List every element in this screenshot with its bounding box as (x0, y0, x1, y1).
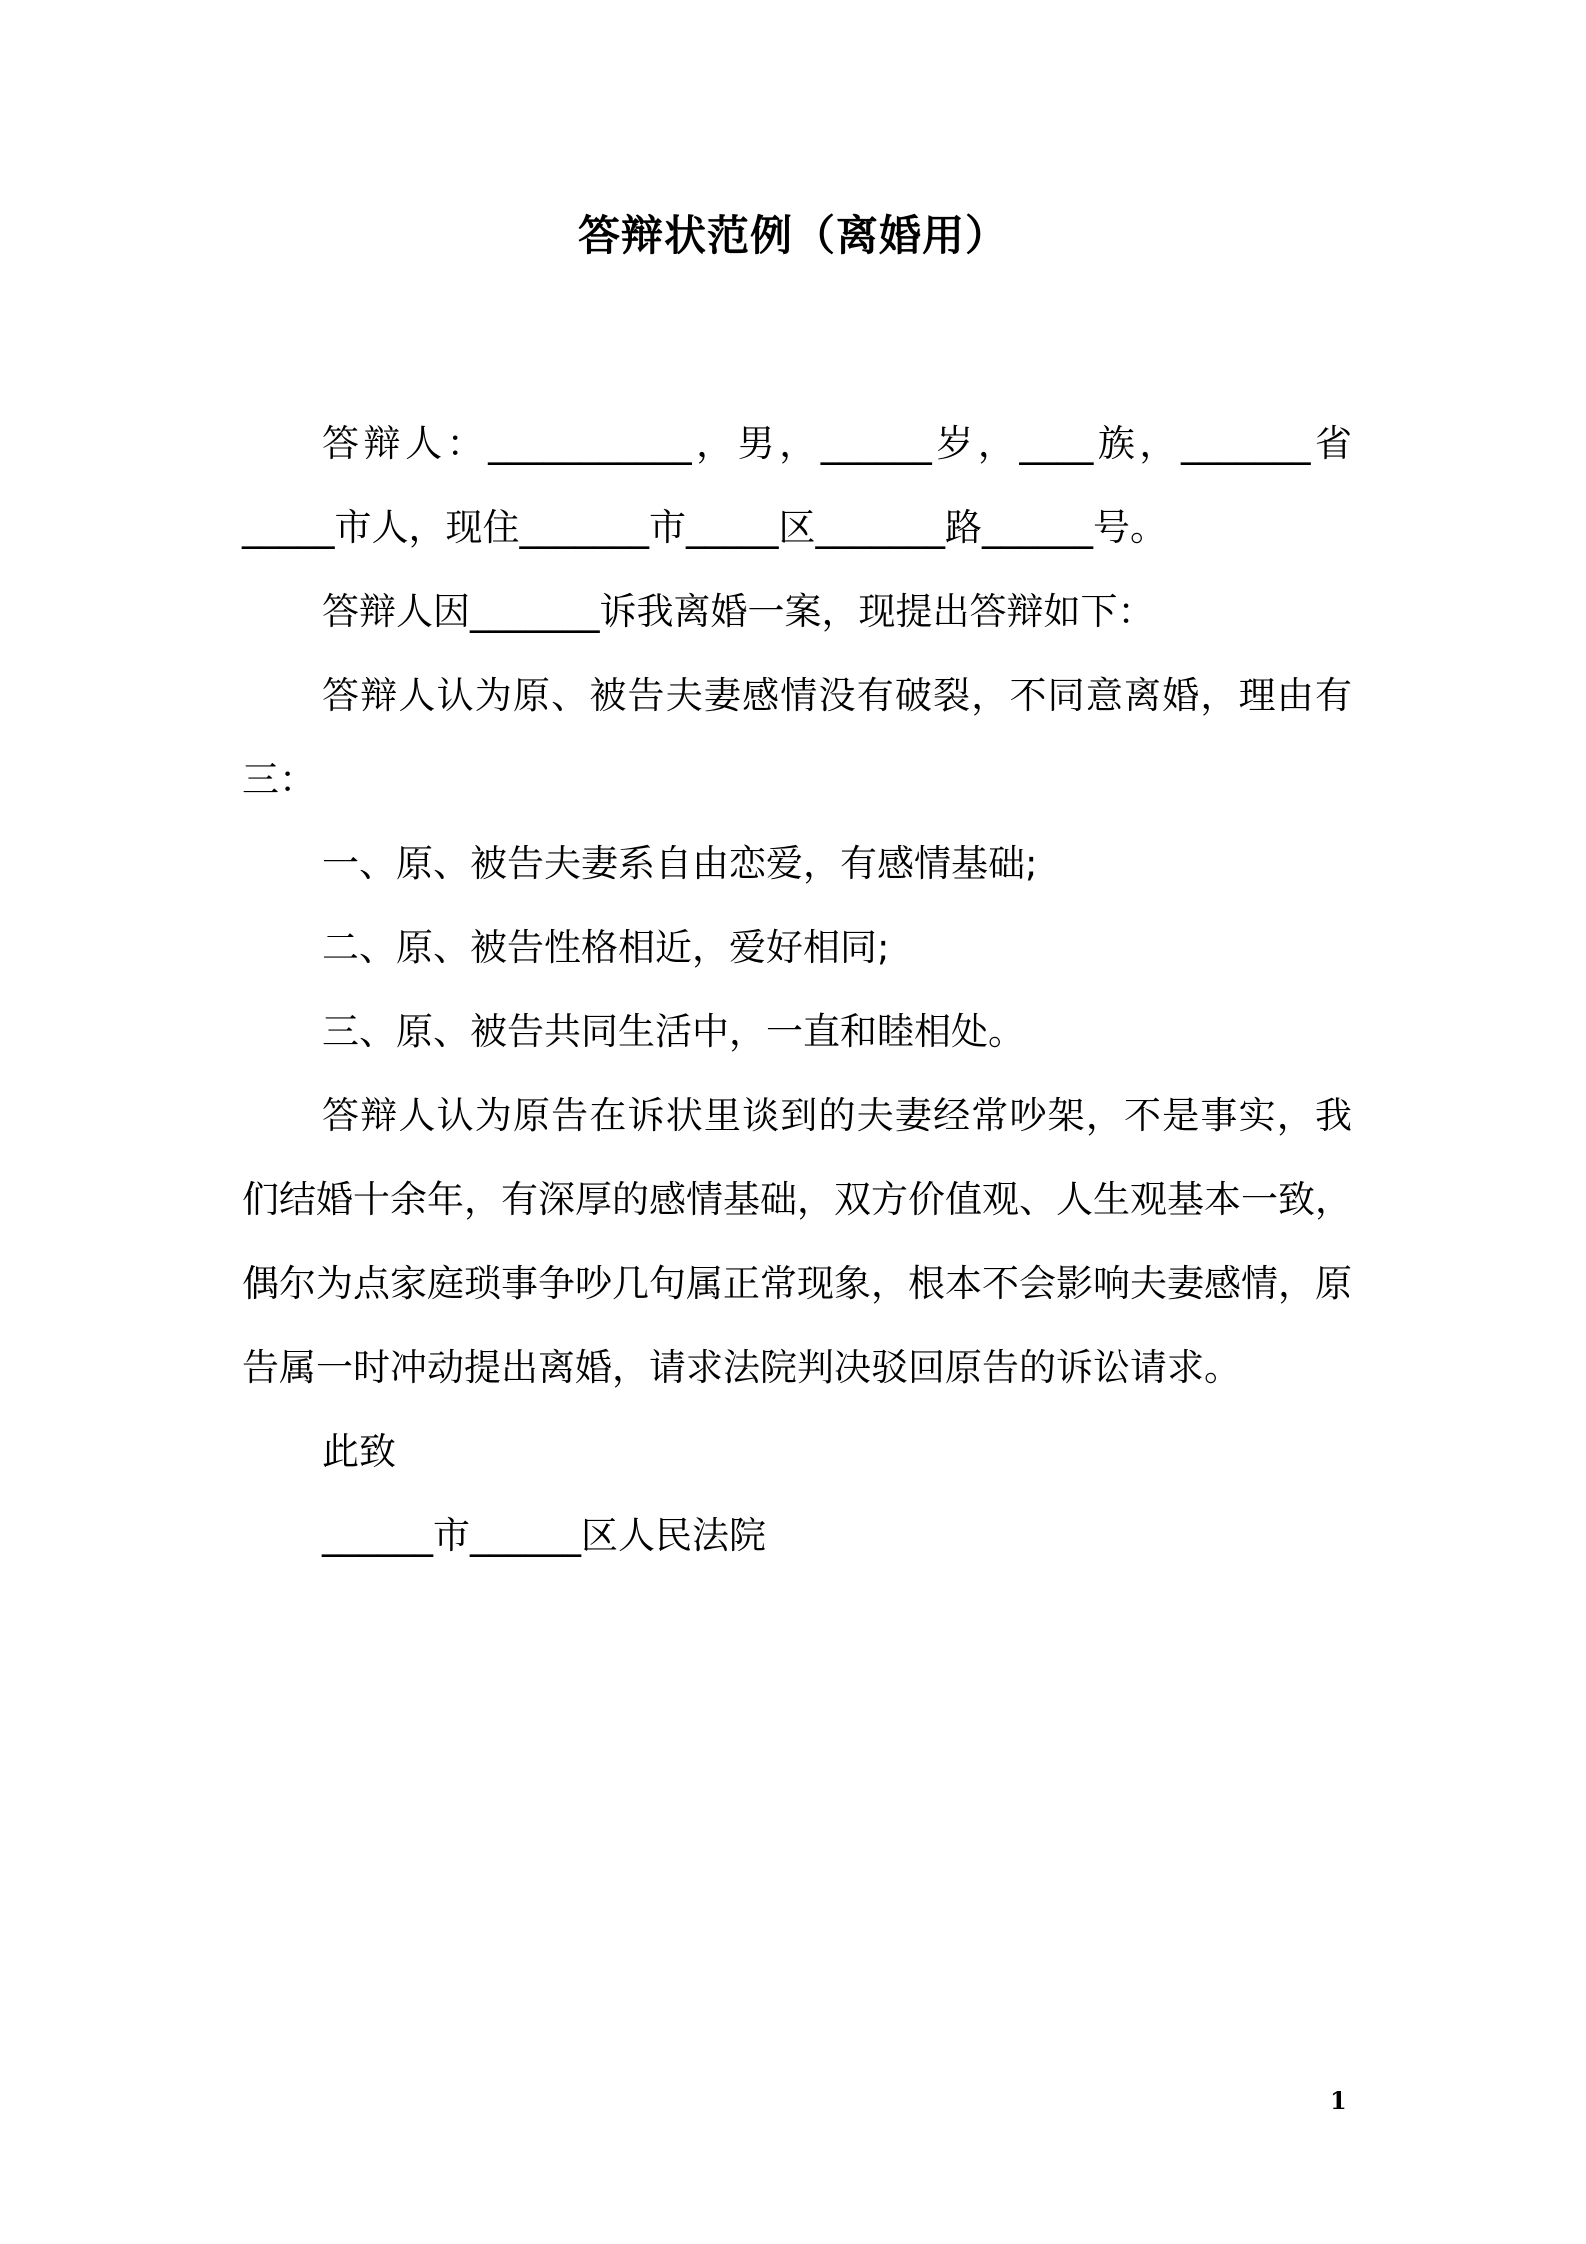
reason-2-paragraph: 二、原、被告性格相近，爱好相同; (322, 926, 890, 969)
position-paragraph: 答辩人认为原、被告夫妻感情没有破裂，不同意离婚，理由有三： (242, 674, 1352, 801)
court-addressee: ______市______区人民法院 (322, 1514, 766, 1557)
intro-paragraph: 答辩人因_______诉我离婚一案，现提出答辩如下： (322, 590, 1155, 633)
rebuttal-paragraph: 答辩人认为原告在诉状里谈到的夫妻经常吵架，不是事实，我们结婚十余年，有深厚的感情基础，双方价值观、人生观基本一致，偶尔为点家庭琐事争吵几句属正常现象，根本不会影响夫妻感情，原告属一时冲动提出离婚，请求法院判决驳回原告的诉讼请求。 (242, 1094, 1352, 1389)
closing-salutation: 此致 (322, 1430, 396, 1473)
respondent-info-paragraph: 答辩人：___________，男，______岁，____族，_______省_____市人，现住_______市_____区_______路______号。 (242, 422, 1352, 549)
reason-1-paragraph: 一、原、被告夫妻系自由恋爱，有感情基础; (322, 842, 1038, 885)
document-body (242, 402, 1352, 1578)
page-number: 1 (1330, 2086, 1347, 2115)
document-title: 答辩状范例（离婚用） (577, 211, 1008, 260)
reason-3-paragraph: 三、原、被告共同生活中，一直和睦相处。 (322, 1010, 1025, 1053)
